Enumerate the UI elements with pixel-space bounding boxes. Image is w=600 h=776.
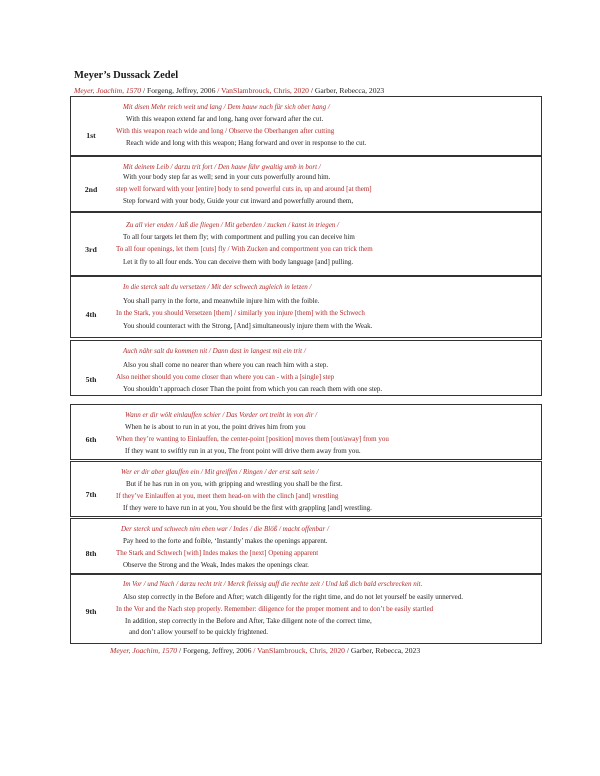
garber-line: Reach wide and long with this weapon; Hang forward and over in response to the cut. <box>126 139 367 147</box>
author-line-bottom: Meyer, Joachim, 1570 / Forgeng, Jeffrey, 2006 / VanSlambrouck, Chris, 2020 / Garber, Rebecca, 2023 <box>110 646 421 655</box>
german-line: Mit deinem Leib / darzu trit fort / Den hauw führ gwaltig umb in bort / <box>123 163 321 171</box>
section-1 <box>70 96 542 156</box>
section-8 <box>70 518 542 574</box>
author-meyer: Meyer, Joachim, 1570 <box>74 86 142 95</box>
vanslambrouck-line: When they’re wanting to Einlauffen, the center-point [position] moves them [out/away] from you <box>116 435 389 443</box>
section-number: 5th <box>85 375 97 384</box>
forgeng-line: Pay heed to the forte and foible, ‘Instantly’ makes the openings apparent. <box>123 537 328 545</box>
section-4 <box>70 276 542 338</box>
author-garber: Garber, Rebecca, 2023 <box>350 646 421 655</box>
vanslambrouck-line: In the Vor and the Nach step properly. Remember: diligence for the proper moment and to don’t be easily startled <box>116 605 434 613</box>
vanslambrouck-line: If they’ve Einlauffen at you, meet them head-on with the clinch [and] wrestling <box>116 492 339 500</box>
author-meyer: Meyer, Joachim, 1570 <box>110 646 178 655</box>
forgeng-line: Also you shall come no nearer than where you can reach him with a step. <box>123 361 329 369</box>
section-7 <box>70 461 542 517</box>
garber-line: Let it fly to all four ends. You can deceive them with body language [and] pulling. <box>123 258 354 266</box>
section-number: 9th <box>85 607 97 616</box>
vanslambrouck-line: To all four openings, let them [cuts] fly / With Zucken and comportment you can trick them <box>116 245 373 253</box>
vanslambrouck-line: The Stark and Schwech [with] Indes makes the [next] Opening apparent <box>116 549 319 557</box>
garber-line: In addition, step correctly in the Before and After, Take diligent note of the correct time, <box>125 617 372 625</box>
section-2 <box>70 156 542 212</box>
forgeng-line: Also step correctly in the Before and After; watch diligently for the right time, and do not let yourself be easily unnerved. <box>123 593 463 601</box>
garber-line: You shouldn’t approach closer Than the point from which you can reach them with one step. <box>123 385 383 393</box>
author-garber: Garber, Rebecca, 2023 <box>314 86 385 95</box>
german-line: Im Vor / und Nach / darzu recht trit / Merck fleissig auff die rechte zeit / Und laß dich bald erschrecken nit. <box>123 580 423 588</box>
author-vanslambrouck: VanSlambrouck, Chris, 2020 <box>221 86 309 95</box>
german-line: Wann er dir wölt einlauffen schier / Das Vorder ort treibt in von dir / <box>125 411 318 419</box>
forgeng-line: With your body step far as well; send in your cuts powerfully around him. <box>123 173 331 181</box>
author-forgeng: Forgeng, Jeffrey, 2006 <box>182 646 252 655</box>
german-line: Zu all vier enden / laß die fliegen / Mit geberden / zucken / kanst in triegen / <box>126 221 339 229</box>
garber-line: If they want to swiftly run in at you, The front point will drive them away from you. <box>125 447 361 455</box>
forgeng-line: When he is about to run in at you, the point drives him from you <box>125 423 306 431</box>
section-6 <box>70 404 542 460</box>
author-line-top: Meyer, Joachim, 1570 / Forgeng, Jeffrey, 2006 / VanSlambrouck, Chris, 2020 / Garber, Rebecca, 2023 <box>74 86 385 95</box>
vanslambrouck-line: step well forward with your [entire] body to send powerful cuts in, up and around [at them] <box>116 185 372 193</box>
german-line: In die sterck salt du versetzen / Mit der schwech zugleich in letzen / <box>123 283 312 291</box>
german-line: Der sterck und schwech nim eben war / Indes / die Blöß / macht offenbar / <box>121 525 329 533</box>
author-vanslambrouck: VanSlambrouck, Chris, 2020 <box>257 646 345 655</box>
section-number: 2nd <box>84 185 98 194</box>
author-forgeng: Forgeng, Jeffrey, 2006 <box>146 86 216 95</box>
page-title: Meyer’s Dussack Zedel <box>74 70 179 81</box>
section-number: 6th <box>85 435 97 444</box>
garber-line: Observe the Strong and the Weak, Indes makes the openings clear. <box>123 561 309 569</box>
section-3 <box>70 212 542 276</box>
garber-line-continued: and don’t allow yourself to be quickly frightened. <box>129 628 269 636</box>
section-number: 4th <box>85 310 97 319</box>
section-9 <box>70 574 542 644</box>
section-number: 8th <box>85 549 97 558</box>
garber-line: If they were to have run in at you, You should be the first with grappling [and] wrestling. <box>123 504 372 512</box>
forgeng-line: You shall parry in the forte, and meanwhile injure him with the foible. <box>123 297 320 305</box>
section-number: 7th <box>85 490 97 499</box>
forgeng-line: With this weapon extend far and long, hang over forward after the cut. <box>126 115 324 123</box>
section-number: 3rd <box>85 245 97 254</box>
vanslambrouck-line: In the Stark, you should Versetzen [them] / similarly you injure [them] with the Schwech <box>116 309 365 317</box>
german-line: Auch nähr salt du kommen nit / Dann dast in langest mit ein trit / <box>123 347 306 355</box>
garber-line: Step forward with your body, Guide your cut inward and powerfully around them, <box>123 197 354 205</box>
vanslambrouck-line: With this weapon reach wide and long / Observe the Oberhangen after cutting <box>116 127 335 135</box>
vanslambrouck-line: Also neither should you come closer than where you can - with a [single] step <box>116 373 335 381</box>
forgeng-line: To all four targets let them fly; with comportment and pulling you can deceive him <box>123 233 355 241</box>
section-number: 1st <box>86 131 96 140</box>
garber-line: You should counteract with the Strong, [And] simultaneously injure them with the Weak. <box>123 322 373 330</box>
section-5 <box>70 340 542 396</box>
german-line: Wer er dir aber glauffen ein / Mit greiffen / Ringen / der erst salt sein / <box>121 468 319 476</box>
forgeng-line: But if he has run in on you, with gripping and wrestling you shall be the first. <box>126 480 343 488</box>
german-line: Mit disen Mehr reich weit und lang / Dem hauw nach für sich ober hang / <box>123 103 330 111</box>
